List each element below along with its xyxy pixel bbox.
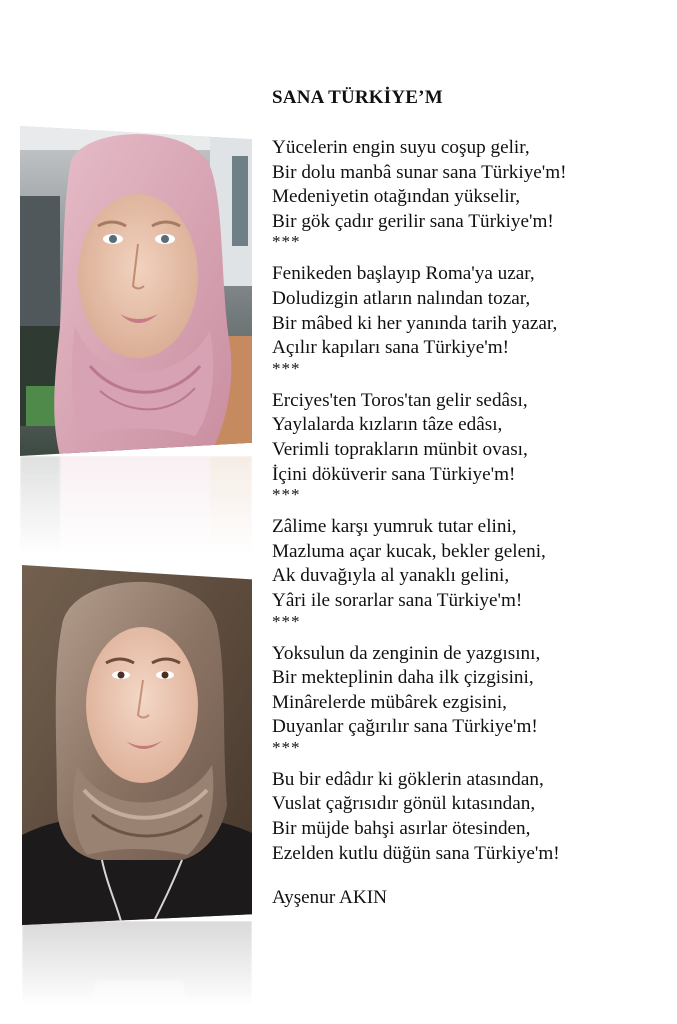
stanza-separator: *** (272, 358, 301, 378)
poem-line: Bir mekteplinin daha ilk çizgisini, (272, 667, 534, 689)
poem-line: İçini döküverir sana Türkiye'm! (272, 463, 516, 485)
author-photo-top-image (20, 126, 252, 456)
author-photo-bottom-image (22, 565, 252, 925)
stanza-separator: *** (272, 485, 301, 505)
author-photo-bottom-reflection (22, 921, 252, 1016)
author-photo-top (20, 126, 252, 456)
poem-line: Yâri ile sorarlar sana Türkiye'm! (272, 589, 523, 611)
poem-line: Bir mâbed ki her yanında tarih yazar, (272, 312, 558, 334)
poem-line: Yoksulun da zenginin de yazgısını, (272, 642, 541, 664)
poem-line: Vuslat çağrısıdır gönül kıtasından, (272, 793, 536, 815)
author-photo-bottom (22, 565, 252, 925)
poem-title: SANA TÜRKİYE’M (272, 87, 443, 108)
poem-stanza-1 (272, 136, 667, 250)
author-photo-bottom-frame (22, 565, 252, 925)
poem-line: Verimli toprakların münbit ovası, (272, 438, 528, 460)
poem-line: Bir müjde bahşi asırlar ötesinden, (272, 818, 531, 840)
poem-line: Doludizgin atların nalından tozar, (272, 287, 531, 309)
stanza-separator: *** (272, 232, 301, 252)
stanza-separator: *** (272, 611, 301, 631)
poem (272, 86, 667, 911)
poem-line: Açılır kapıları sana Türkiye'm! (272, 337, 510, 359)
poem-line: Erciyes'ten Toros'tan gelir sedâsı, (272, 389, 528, 411)
poem-line: Mazluma açar kucak, bekler geleni, (272, 540, 546, 562)
poem-line: Medeniyetin otağından yükselir, (272, 186, 521, 208)
poem-stanza-6 (272, 768, 667, 866)
poem-stanza-4 (272, 515, 667, 629)
poem-line: Bir gök çadır gerilir sana Türkiye'm! (272, 210, 554, 232)
stanza-separator: *** (272, 737, 301, 757)
poem-author: Ayşenur AKIN (272, 887, 387, 909)
poem-line: Minârelerde mübârek ezgisini, (272, 691, 507, 713)
poem-line: Yaylalarda kızların tâze edâsı, (272, 414, 503, 436)
poem-line: Ak duvağıyla al yanaklı gelini, (272, 565, 510, 587)
poem-line: Fenikeden başlayıp Roma'ya uzar, (272, 263, 535, 285)
poem-stanza-2 (272, 262, 667, 376)
poem-line: Bu bir edâdır ki göklerin atasından, (272, 768, 544, 790)
poem-stanza-5 (272, 642, 667, 756)
poem-line: Duyanlar çağırılır sana Türkiye'm! (272, 716, 538, 738)
author-photo-top-frame (20, 126, 252, 456)
author-photo-top-reflection (20, 456, 252, 566)
poem-line: Bir dolu manbâ sunar sana Türkiye'm! (272, 161, 567, 183)
poem-line: Ezelden kutlu düğün sana Türkiye'm! (272, 842, 560, 864)
poem-line: Zâlime karşı yumruk tutar elini, (272, 516, 517, 538)
poem-stanza-3 (272, 389, 667, 503)
poem-line: Yücelerin engin suyu coşup gelir, (272, 137, 530, 158)
